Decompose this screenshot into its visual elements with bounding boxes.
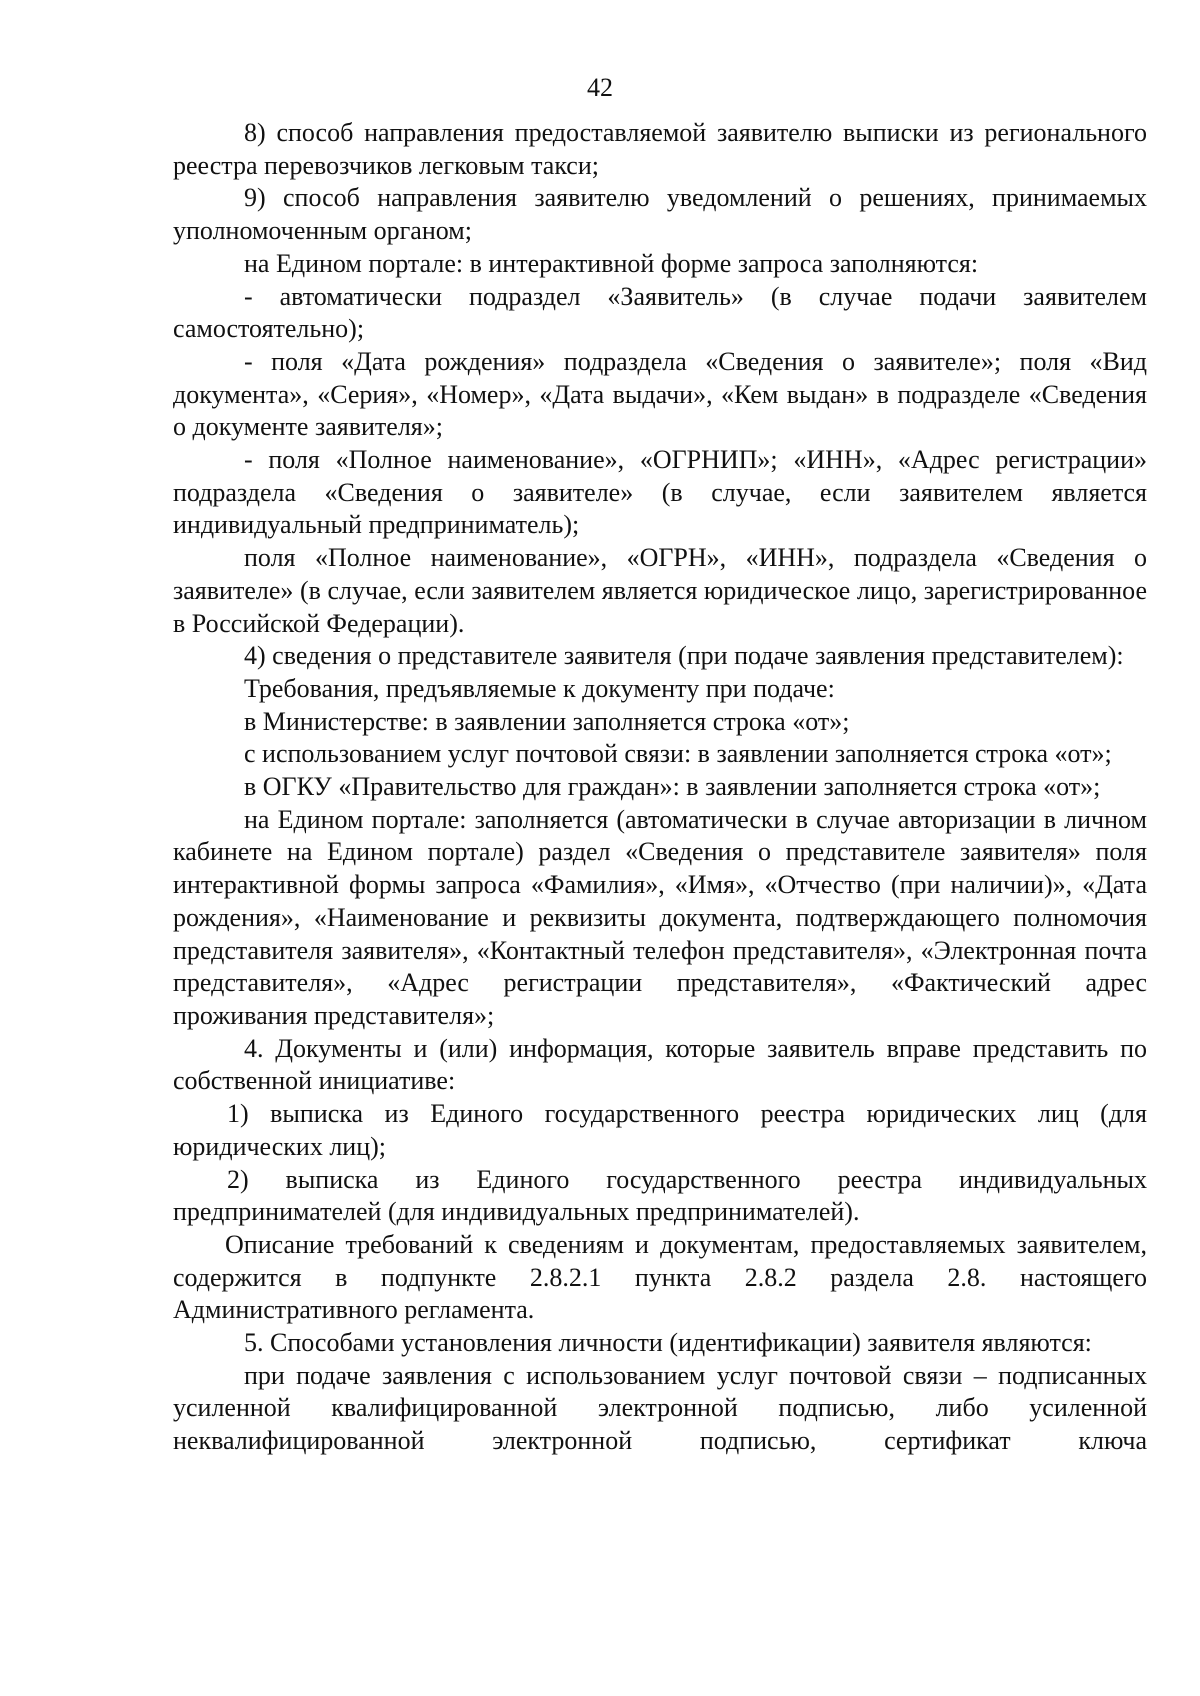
paragraph-entrepreneur-registry: 2) выписка из Единого государственного реестра индивидуальных предпринимателей (для индивидуальных предпринимателей).	[173, 1164, 1147, 1227]
paragraph-entrepreneur-fields: - поля «Полное наименование», «ОГРНИП»; «ИНН», «Адрес регистрации» подраздела «Сведения о заявителе» (в случае, если заявителем является индивидуальный предприниматель);	[173, 445, 1147, 540]
paragraph-portal-fields: на Едином портале: в интерактивной форме запроса заполняются:	[244, 248, 979, 278]
paragraph-birth-document: - поля «Дата рождения» подраздела «Сведения о заявителе»; поля «Вид документа», «Серия», «Номер», «Дата выдачи», «Кем выдан» в подразделе «Сведения о документе заявителя»;	[173, 346, 1147, 442]
paragraph-item-8: 8) способ направления предоставляемой заявителю выписки из регионального реестра перевозчиков легковым такси;	[173, 118, 1147, 180]
paragraph-auto-applicant: - автоматически подраздел «Заявитель» (в случае подачи заявителем самостоятельно);	[173, 281, 1147, 344]
paragraph-item-9: 9) способ направления заявителю уведомлений о решениях, принимаемых уполномоченным органом;	[173, 183, 1147, 246]
paragraph-section-4: 4. Документы и (или) информация, которые заявитель вправе представить по собственной инициативе:	[173, 1033, 1147, 1096]
paragraph-postal-signature: при подаче заявления с использованием услуг почтовой связи – подписанных усиленной квалифицированной электронной подписью, либо усиленной неквалифицированной электронной подписью, сертификат ключа	[173, 1360, 1147, 1456]
page-number: 42	[587, 73, 613, 102]
paragraph-section-5: 5. Способами установления личности (идентификации) заявителя являются:	[244, 1328, 1092, 1358]
paragraph-ministry: в Министерстве: в заявлении заполняется строка «от»;	[244, 706, 850, 736]
paragraph-requirements-description: Описание требований к сведениям и документам, предоставляемых заявителем, содержится в подпункте 2.8.2.1 пункта 2.8.2 раздела 2.8. настоящего Административного регламента.	[173, 1229, 1147, 1325]
paragraph-postal: с использованием услуг почтовой связи: в заявлении заполняется строка «от»;	[244, 739, 1112, 769]
paragraph-portal-representative: на Едином портале: заполняется (автоматически в случае авторизации в личном кабинете на Едином портале) раздел «Сведения о представителе заявителя» поля интерактивной формы запроса «Фамилия», «Имя», «Отчество (при наличии)», «Дата рождения», «Наименование и реквизиты документа, подтверждающего полномочия представителя заявителя», «Контактный телефон представителя», «Электронная почта представителя», «Адрес регистрации представителя», «Фактический адрес проживания представителя»;	[173, 804, 1147, 1030]
paragraph-legal-entity-fields: поля «Полное наименование», «ОГРН», «ИНН», подраздела «Сведения о заявителе» (в случае, если заявителем является юридическое лицо, зарегистрированное в Российской Федерации).	[173, 543, 1147, 638]
document-body	[173, 117, 1147, 1458]
paragraph-legal-registry: 1) выписка из Единого государственного реестра юридических лиц (для юридических лиц);	[173, 1099, 1147, 1161]
paragraph-ogku: в ОГКУ «Правительство для граждан»: в заявлении заполняется строка «от»;	[244, 772, 1101, 802]
paragraph-requirements: Требования, предъявляемые к документу при подаче:	[244, 673, 835, 703]
paragraph-representative-info: 4) сведения о представителе заявителя (при подаче заявления представителем):	[244, 641, 1124, 671]
